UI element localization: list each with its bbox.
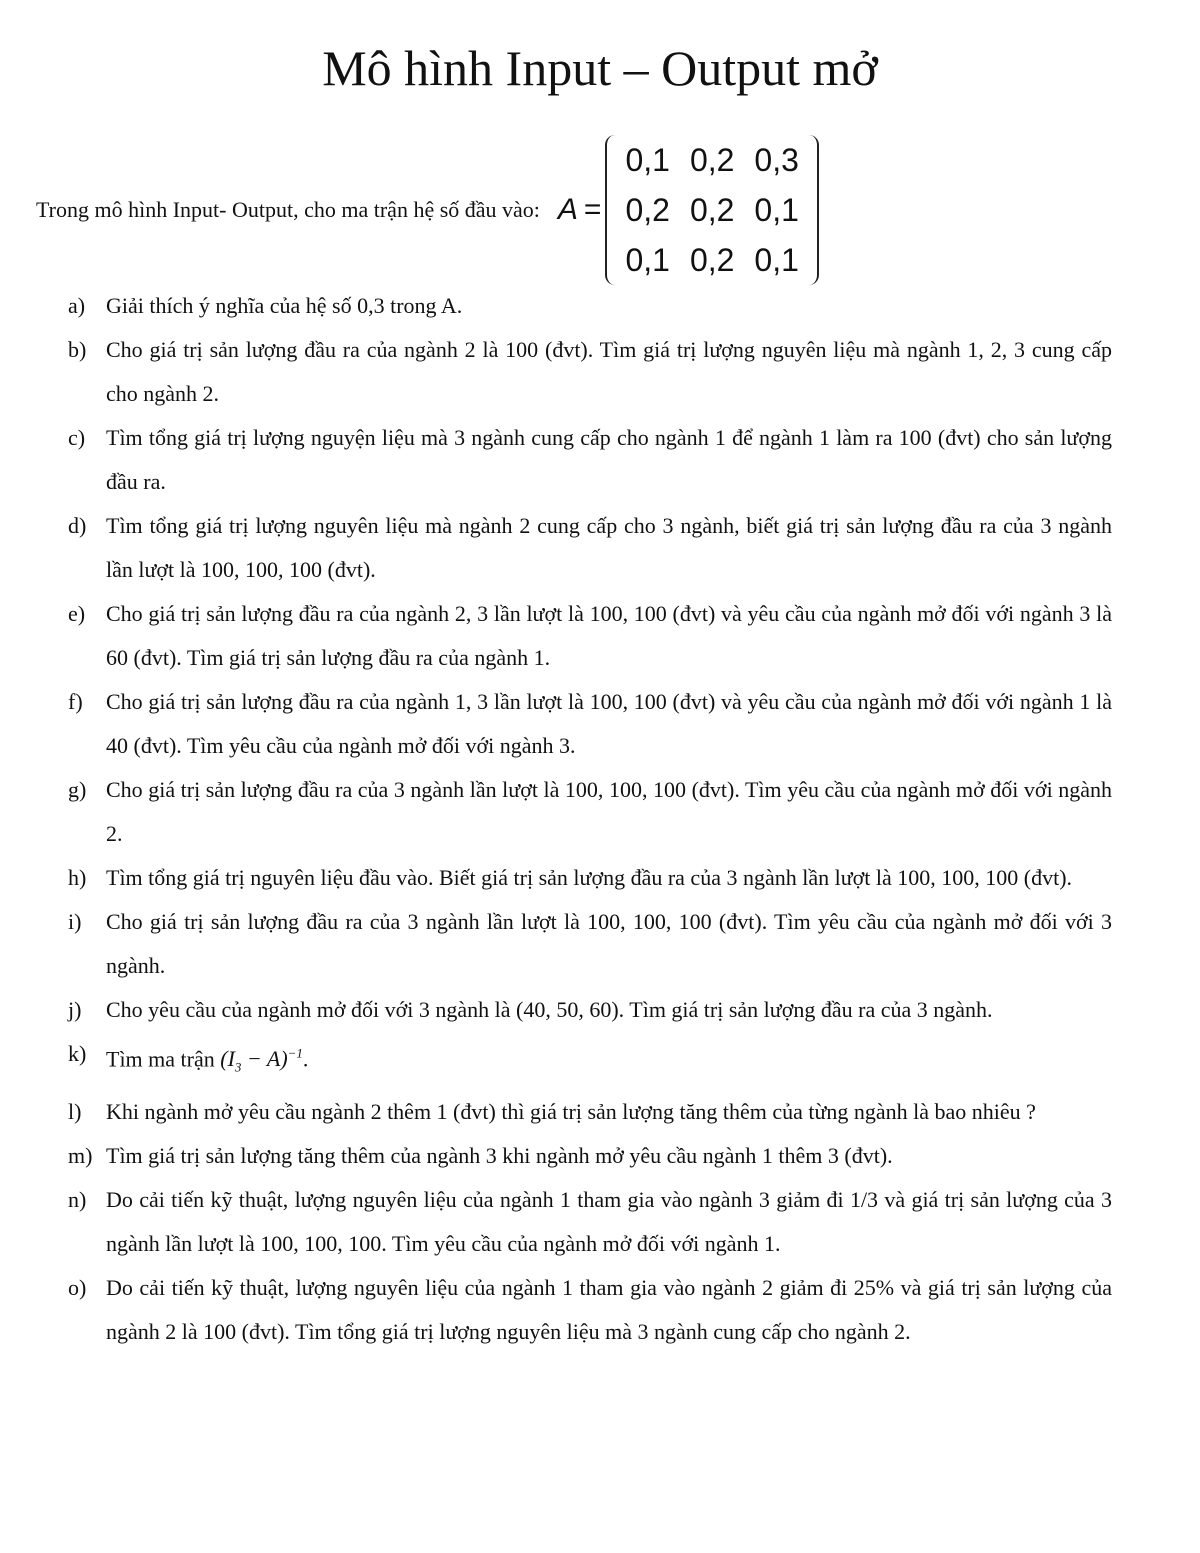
question-n [68,1178,1112,1266]
question-l [68,1090,1112,1134]
question-label: b) [68,337,87,362]
matrix-cell: 0,1 [754,242,799,278]
question-label: m) [68,1142,93,1168]
question-m [68,1134,1112,1178]
matrix-equals-sign: = [583,193,602,226]
question-label: g) [68,777,87,802]
math-superscript: −1 [287,1046,303,1061]
question-text [106,1032,1112,1090]
matrix-expression [558,135,819,285]
intro-text: Trong mô hình Input- Output, cho ma trận hệ số đầu vào: [36,197,540,222]
question-text: Giải thích ý nghĩa của hệ số 0,3 trong A. [106,293,463,318]
question-label: n) [68,1186,87,1212]
matrix-row [615,185,808,235]
math-minus: − [241,1046,267,1072]
question-text: Do cải tiến kỹ thuật, lượng nguyên liệu của ngành 1 tham gia vào ngành 2 giảm đi 25% và giá trị sản lượng của ngành 2 là 100 (đvt). Tìm tổng giá trị lượng nguyên liệu mà 3 ngành cung cấp cho ngành 2. [106,1274,1112,1344]
question-text: Cho giá trị sản lượng đầu ra của 3 ngành lần lượt là 100, 100, 100 (đvt). Tìm yêu cầu của ngành mở đối với 3 ngành. [106,909,1112,978]
question-j [68,988,1112,1032]
matrix-table [615,135,808,285]
question-label: h) [68,865,87,890]
question-text: Tìm tổng giá trị nguyên liệu đầu vào. Biết giá trị sản lượng đầu ra của 3 ngành lần lượt là 100, 100, 100 (đvt). [106,865,1073,890]
question-text: Do cải tiến kỹ thuật, lượng nguyên liệu của ngành 1 tham gia vào ngành 3 giảm đi 1/3 và giá trị sản lượng của 3 ngành lần lượt là 100, 100, 100. Tìm yêu cầu của ngành mở đối với ngành 1. [106,1186,1112,1256]
math-matrix-a: A [266,1046,281,1072]
matrix-cell: 0,1 [625,142,670,178]
matrix-row [615,235,808,285]
math-identity: I [227,1046,235,1072]
math-open-paren: ( [220,1046,228,1072]
matrix-cell: 0,2 [689,242,735,278]
question-o [68,1266,1112,1354]
question-text: Tìm tổng giá trị lượng nguyên liệu mà ngành 2 cung cấp cho 3 ngành, biết giá trị sản lượng đầu ra của 3 ngành lần lượt là 100, 100, 100 (đvt). [106,513,1112,582]
question-text: Tìm giá trị sản lượng tăng thêm của ngành 3 khi ngành mở yêu cầu ngành 1 thêm 3 (đvt). [106,1142,893,1168]
question-text: Cho yêu cầu của ngành mở đối với 3 ngành là (40, 50, 60). Tìm giá trị sản lượng đầu ra của 3 ngành. [106,997,993,1022]
math-close-paren: ) [280,1046,288,1072]
matrix-cell: 0,3 [754,142,799,178]
question-text: Tìm tổng giá trị lượng nguyện liệu mà 3 ngành cung cấp cho ngành 1 để ngành 1 làm ra 100 (đvt) cho sản lượng đầu ra. [106,425,1112,494]
page-title: Mô hình Input – Output mở [322,40,878,96]
matrix-cell: 0,1 [754,192,799,228]
question-i [68,900,1112,988]
question-label: c) [68,425,86,450]
matrix-name: A [557,193,578,226]
matrix-cell: 0,1 [625,242,670,278]
question-label: i) [68,909,82,934]
question-label: l) [68,1098,82,1124]
matrix-cell: 0,2 [689,192,735,228]
math-subscript: 3 [234,1059,242,1075]
question-text-prefix: Tìm ma trận [106,1046,221,1072]
question-text: Cho giá trị sản lượng đầu ra của ngành 1, 3 lần lượt là 100, 100 (đvt) và yêu cầu của ngành mở đối với ngành 1 là 40 (đvt). Tìm yêu cầu của ngành mở đối với ngành 3. [106,689,1112,758]
question-e [68,592,1112,680]
question-d [68,504,1112,592]
question-label: e) [68,601,86,626]
question-list [68,284,1112,1354]
question-b [68,328,1112,416]
question-h [68,856,1112,900]
question-text: Khi ngành mở yêu cầu ngành 2 thêm 1 (đvt) thì giá trị sản lượng tăng thêm của từng ngành là bao nhiêu ? [106,1098,1036,1124]
question-label: f) [68,689,83,714]
question-label: a) [68,293,86,318]
question-text: Cho giá trị sản lượng đầu ra của 3 ngành lần lượt là 100, 100, 100 (đvt). Tìm yêu cầu của ngành mở đối với ngành 2. [106,777,1112,846]
question-a [68,284,1112,328]
question-g [68,768,1112,856]
question-c [68,416,1112,504]
question-text: Cho giá trị sản lượng đầu ra của ngành 2 là 100 (đvt). Tìm giá trị lượng nguyên liệu mà ngành 1, 2, 3 cung cấp cho ngành 2. [106,337,1112,406]
matrix-a [605,135,818,285]
matrix-cell: 0,2 [689,142,735,178]
question-f [68,680,1112,768]
intro-row [36,132,819,288]
question-label: d) [68,513,87,538]
math-expression [220,1046,303,1075]
question-text: Cho giá trị sản lượng đầu ra của ngành 2, 3 lần lượt là 100, 100 (đvt) và yêu cầu của ngành mở đối với ngành 3 là 60 (đvt). Tìm giá trị sản lượng đầu ra của ngành 1. [106,601,1112,670]
matrix-row [615,135,808,185]
question-label: o) [68,1274,87,1300]
question-k [68,1032,1112,1090]
question-label: k) [68,1041,87,1066]
question-label: j) [68,997,82,1022]
matrix-cell: 0,2 [625,192,670,228]
question-text-suffix: . [302,1046,309,1072]
